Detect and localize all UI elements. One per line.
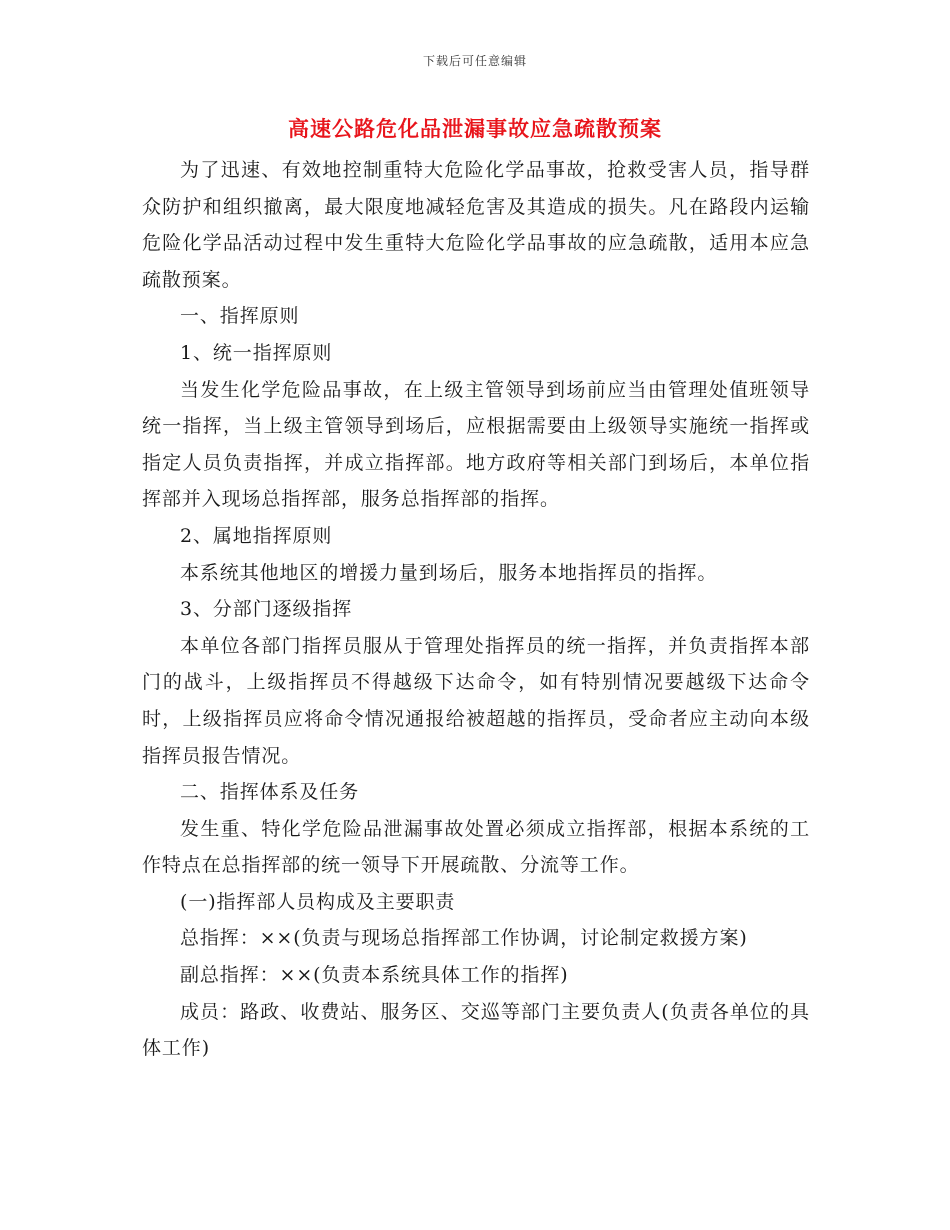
subheading-territorial-command: 2、属地指挥原则 bbox=[180, 524, 333, 547]
paragraph-command-system: 发生重、特化学危险品泄漏事故处置必须成立指挥部，根据本系统的工作特点在总指挥部的统一领导下开展疏散、分流等工作。 bbox=[142, 817, 810, 877]
document-title: 高速公路危化品泄漏事故应急疏散预案 bbox=[288, 116, 662, 141]
paragraph-territorial-command: 本系统其他地区的增援力量到场后，服务本地指挥员的指挥。 bbox=[180, 561, 718, 584]
header-note: 下载后可任意编辑 bbox=[422, 54, 527, 68]
paragraph-unified-command: 当发生化学危险品事故，在上级主管领导到场前应当由管理处值班领导统一指挥，当上级主管领导到场后，应根据需要由上级领导实施统一指挥或指定人员负责指挥，并成立指挥部。地方政府等相关部门到场后，本单位指挥部并入现场总指挥部，服务总指挥部的指挥。 bbox=[142, 378, 810, 511]
paragraph-chief-commander: 总指挥：××(负责与现场总指挥部工作协调，讨论制定救援方案) bbox=[180, 927, 748, 950]
subheading-personnel: (一)指挥部人员构成及主要职责 bbox=[180, 890, 456, 913]
paragraph-deputy-commander: 副总指挥：××(负责本系统具体工作的指挥) bbox=[180, 964, 569, 987]
heading-command-principles: 一、指挥原则 bbox=[180, 305, 300, 328]
subheading-departmental-command: 3、分部门逐级指挥 bbox=[180, 598, 353, 621]
heading-command-system: 二、指挥体系及任务 bbox=[180, 781, 360, 804]
document-body bbox=[142, 152, 810, 1067]
subheading-unified-command: 1、统一指挥原则 bbox=[180, 341, 333, 364]
paragraph-intro: 为了迅速、有效地控制重特大危险化学品事故，抢救受害人员，指导群众防护和组织撤离，最大限度地减轻危害及其造成的损失。凡在路段内运输危险化学品活动过程中发生重特大危险化学品事故的应急疏散，适用本应急疏散预案。 bbox=[142, 159, 810, 291]
paragraph-departmental-command: 本单位各部门指挥员服从于管理处指挥员的统一指挥，并负责指挥本部门的战斗，上级指挥员不得越级下达命令，如有特别情况要越级下达命令时，上级指挥员应将命令情况通报给被超越的指挥员，受命者应主动向本级指挥员报告情况。 bbox=[142, 634, 810, 767]
paragraph-members: 成员：路政、收费站、服务区、交巡等部门主要负责人(负责各单位的具体工作) bbox=[142, 1000, 810, 1060]
